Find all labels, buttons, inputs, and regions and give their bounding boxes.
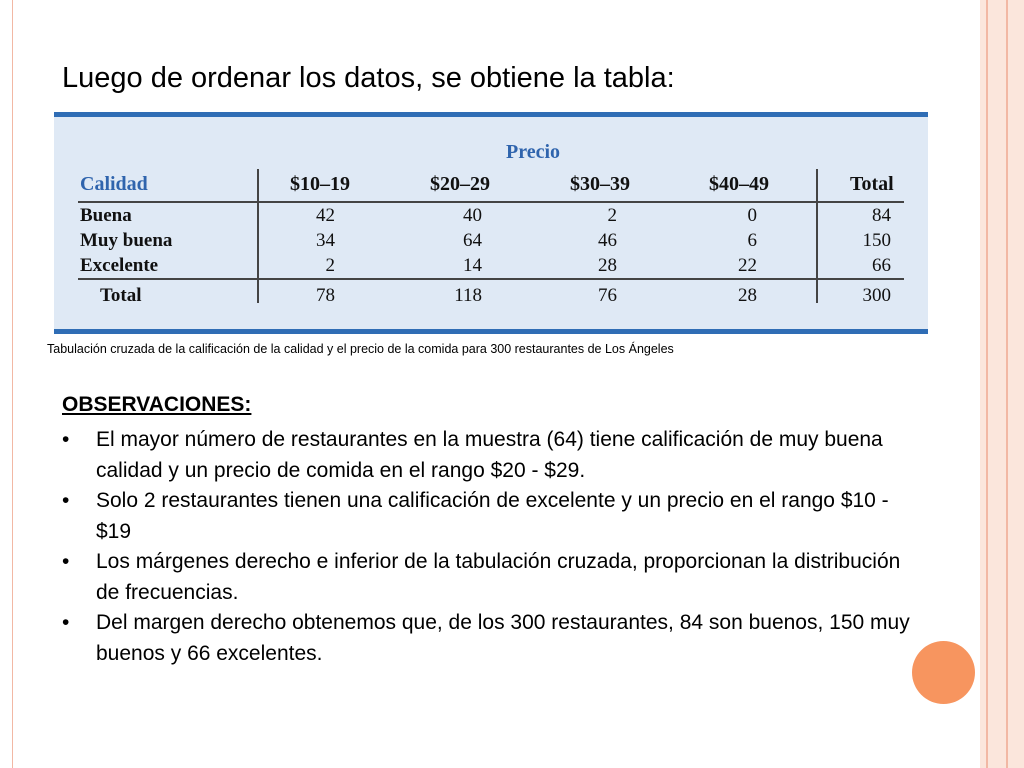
- observation-text: El mayor número de restaurantes en la muestra (64) tiene calificación de muy buena calidad y un precio de comida en el rango $20 - $29.: [96, 428, 883, 482]
- table-col-header: $40–49: [709, 173, 769, 195]
- table-cell: 6: [747, 230, 757, 251]
- list-item: [62, 486, 922, 547]
- decorative-stripe: [986, 0, 988, 768]
- slide-title: Luego de ordenar los datos, se obtiene la tabla:: [62, 62, 675, 94]
- table-cell: 40: [463, 205, 482, 226]
- table-col-header: $20–29: [430, 173, 490, 195]
- decorative-side-band: [980, 0, 1024, 768]
- table-cell: 22: [738, 255, 757, 276]
- table-total-cell: 28: [738, 285, 757, 306]
- observation-text: Solo 2 restaurantes tienen una calificación de excelente y un precio en el rango $10 - $19: [96, 489, 889, 543]
- table-total-label: Total: [100, 285, 142, 306]
- table-total-cell: 300: [862, 285, 891, 306]
- table-row-header: Calidad: [80, 173, 148, 195]
- cross-tab-table: [54, 112, 928, 334]
- table-cell: 64: [463, 230, 482, 251]
- observations-list: [62, 425, 922, 669]
- table-cell: 46: [598, 230, 617, 251]
- table-cell: 28: [598, 255, 617, 276]
- bullet-icon: •: [62, 550, 70, 573]
- observations-heading: OBSERVACIONES:: [62, 393, 252, 416]
- table-cell: 0: [747, 205, 757, 226]
- table-divider: [78, 201, 904, 203]
- table-total-cell: 76: [598, 285, 617, 306]
- table-cell: 14: [463, 255, 482, 276]
- table-col-header: Total: [850, 173, 894, 195]
- bullet-icon: •: [62, 428, 70, 451]
- table-row-label: Buena: [80, 205, 132, 226]
- observation-text: Del margen derecho obtenemos que, de los 300 restaurantes, 84 son buenos, 150 muy buenos y 66 excelentes.: [96, 611, 910, 665]
- table-cell: 2: [325, 255, 335, 276]
- table-divider: [257, 169, 259, 303]
- list-item: [62, 425, 922, 486]
- table-group-header: Precio: [506, 141, 561, 163]
- list-item: [62, 608, 922, 669]
- table-col-header: $10–19: [290, 173, 350, 195]
- table-row-label: Excelente: [80, 255, 159, 276]
- table-cell: 2: [607, 205, 617, 226]
- bullet-icon: •: [62, 611, 70, 634]
- table-col-header: $30–39: [570, 173, 630, 195]
- table-divider: [78, 278, 904, 280]
- decorative-stripe: [1006, 0, 1008, 768]
- table-caption: Tabulación cruzada de la calificación de la calidad y el precio de la comida para 300 restaurantes de Los Ángeles: [47, 342, 674, 356]
- table-total-cell: 118: [454, 285, 482, 306]
- table-divider: [816, 169, 818, 303]
- table-row-label: Muy buena: [80, 230, 173, 251]
- bullet-icon: •: [62, 489, 70, 512]
- table-cell: 66: [872, 255, 891, 276]
- table-cell: 42: [316, 205, 335, 226]
- observation-text: Los márgenes derecho e inferior de la tabulación cruzada, proporcionan la distribución de frecuencias.: [96, 550, 901, 604]
- table-cell: 150: [862, 230, 891, 251]
- table-cell: 34: [316, 230, 335, 251]
- table-total-cell: 78: [316, 285, 335, 306]
- table-cell: 84: [872, 205, 891, 226]
- list-item: [62, 547, 922, 608]
